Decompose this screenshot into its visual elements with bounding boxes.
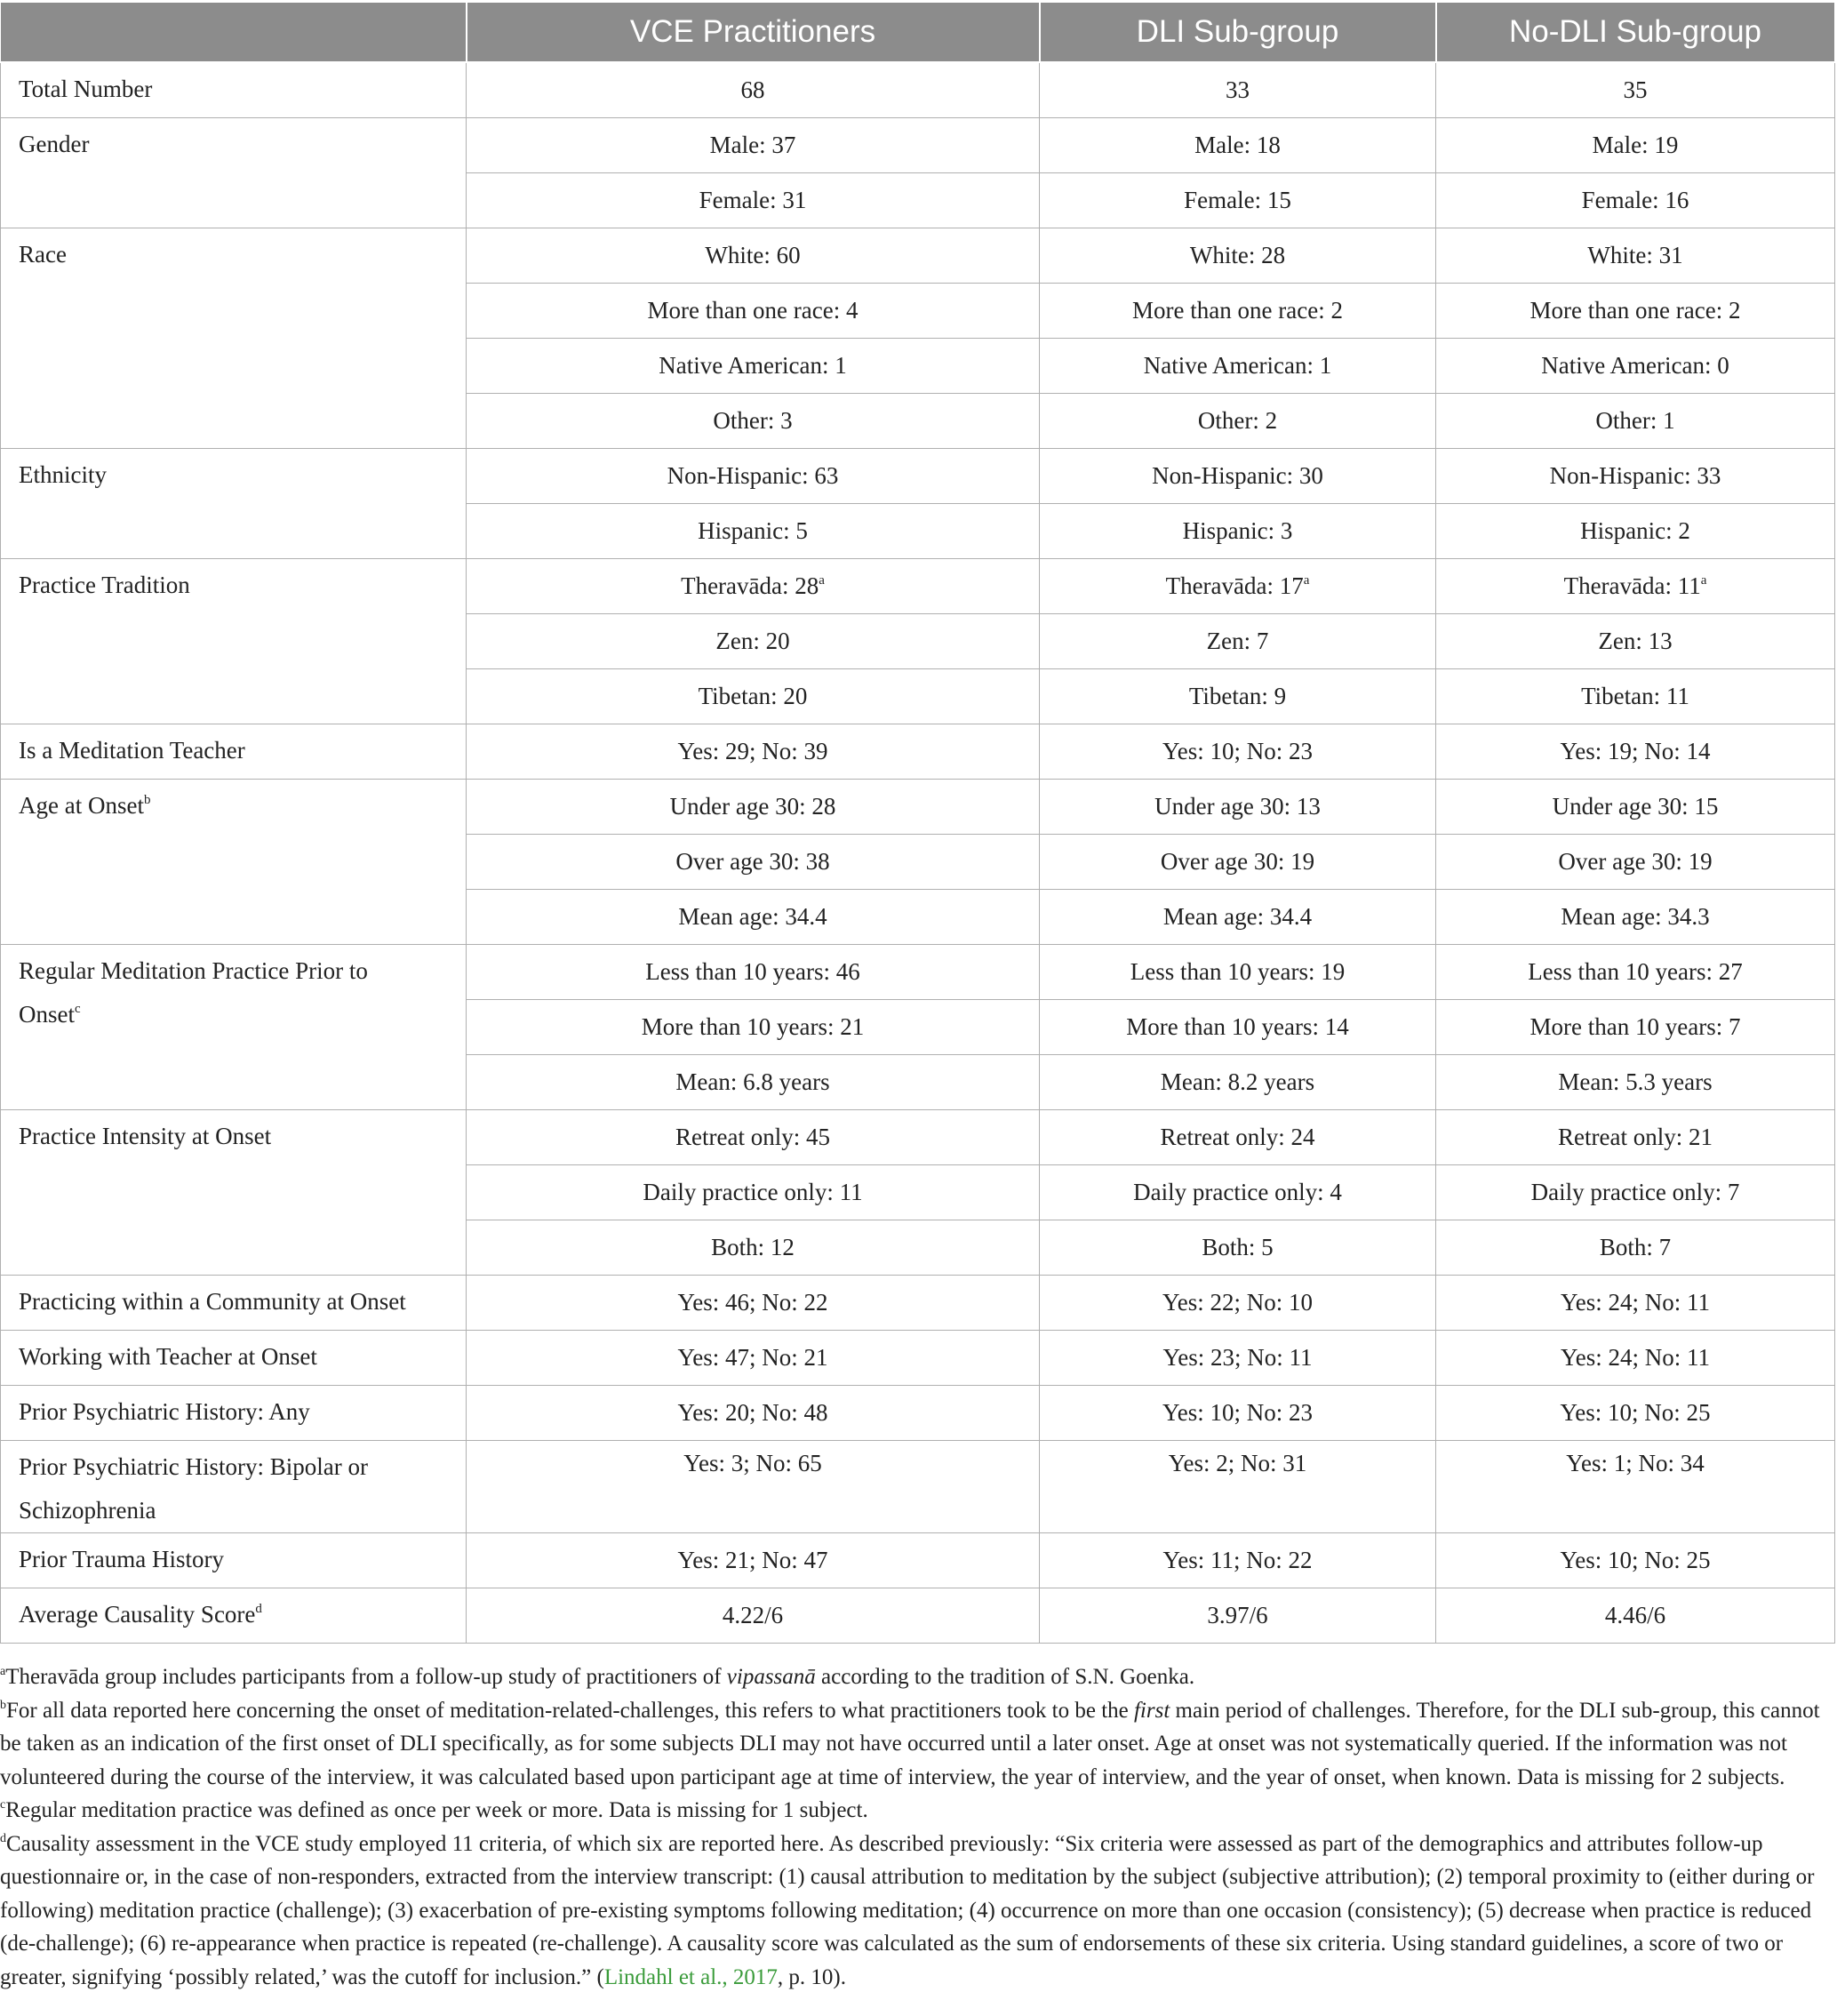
cell: Theravāda: 17$^a$ — [1040, 559, 1436, 614]
cell: Mean: 6.8 years — [467, 1055, 1040, 1110]
footnote-mark: a — [1700, 573, 1707, 588]
header-dli: DLI Sub-group — [1040, 3, 1436, 62]
cell: Both: 7 — [1436, 1220, 1835, 1276]
cell: Both: 12 — [467, 1220, 1040, 1276]
cell: Yes: 47; No: 21 — [467, 1331, 1040, 1386]
table-row — [1, 945, 1835, 1000]
table-row — [1, 1533, 1835, 1588]
cell: 4.22/6 — [467, 1588, 1040, 1644]
cell: White: 60 — [467, 228, 1040, 284]
row-label-tradition: Practice Tradition — [1, 559, 467, 724]
cell: Other: 2 — [1040, 394, 1436, 449]
table-row — [1, 1331, 1835, 1386]
row-label-ethnicity: Ethnicity — [1, 449, 467, 559]
cell: Yes: 46; No: 22 — [467, 1276, 1040, 1331]
cell: Both: 5 — [1040, 1220, 1436, 1276]
cell: Yes: 29; No: 39 — [467, 724, 1040, 780]
row-label-intensity: Practice Intensity at Onset — [1, 1110, 467, 1276]
row-label-working: Working with Teacher at Onset — [1, 1331, 467, 1386]
cell: Mean: 8.2 years — [1040, 1055, 1436, 1110]
table-row — [1, 1588, 1835, 1644]
cell: Yes: 10; No: 25 — [1436, 1533, 1835, 1588]
cell: Under age 30: 13 — [1040, 780, 1436, 835]
cell: Daily practice only: 11 — [467, 1165, 1040, 1220]
cell: Retreat only: 24 — [1040, 1110, 1436, 1165]
footnote-b: $^b$For all data reported here concerning the onset of meditation-related-challenges, this refers to what practitioners took to be the first main period of challenges. Therefore, for the DLI sub-group, this cannot be taken as an indication of the first onset of DLI specifically, as for some subjects DLI may not have occurred until a later onset. Age at onset was not systematically queried. If the information was not volunteered during the course of the interview, it was calculated based upon participant age at time of interview, the year of interview, and the year of onset, when known. Data is missing for 2 subjects. — [0, 1698, 1820, 1789]
cell: White: 28 — [1040, 228, 1436, 284]
cell: Yes: 24; No: 11 — [1436, 1331, 1835, 1386]
cell: Less than 10 years: 27 — [1436, 945, 1835, 1000]
cell: Zen: 13 — [1436, 614, 1835, 669]
row-label-causality: Average Causality Score$^d$ — [1, 1588, 467, 1644]
footnote-mark: c — [75, 1002, 81, 1016]
footnote-mark: d — [255, 1602, 262, 1616]
cell: Yes: 22; No: 10 — [1040, 1276, 1436, 1331]
cell: Other: 1 — [1436, 394, 1835, 449]
cell: Hispanic: 3 — [1040, 504, 1436, 559]
cell: Over age 30: 38 — [467, 835, 1040, 890]
cell: Yes: 19; No: 14 — [1436, 724, 1835, 780]
cell: Native American: 0 — [1436, 339, 1835, 394]
cell: Retreat only: 45 — [467, 1110, 1040, 1165]
cell: Female: 31 — [467, 173, 1040, 228]
citation-link[interactable]: Lindahl et al., 2017 — [603, 1964, 778, 1989]
cell: Non-Hispanic: 30 — [1040, 449, 1436, 504]
cell: Yes: 10; No: 23 — [1040, 724, 1436, 780]
cell: Daily practice only: 4 — [1040, 1165, 1436, 1220]
row-label-psych-any: Prior Psychiatric History: Any — [1, 1386, 467, 1441]
cell: More than 10 years: 21 — [467, 1000, 1040, 1055]
table-footnotes — [0, 1660, 1834, 1994]
cell: Theravāda: 28$^a$ — [467, 559, 1040, 614]
cell: Other: 3 — [467, 394, 1040, 449]
cell: Yes: 21; No: 47 — [467, 1533, 1040, 1588]
cell: Over age 30: 19 — [1040, 835, 1436, 890]
header-nodli: No-DLI Sub-group — [1436, 3, 1835, 62]
cell: Under age 30: 15 — [1436, 780, 1835, 835]
cell: Yes: 20; No: 48 — [467, 1386, 1040, 1441]
cell: Mean: 5.3 years — [1436, 1055, 1835, 1110]
row-label-total: Total Number — [1, 62, 467, 118]
row-label-teacher: Is a Meditation Teacher — [1, 724, 467, 780]
cell: Yes: 23; No: 11 — [1040, 1331, 1436, 1386]
demographics-table — [0, 3, 1836, 1644]
table-row — [1, 559, 1835, 614]
footnote-mark: b — [143, 793, 151, 807]
cell: Over age 30: 19 — [1436, 835, 1835, 890]
cell: More than one race: 4 — [467, 284, 1040, 339]
cell: Male: 18 — [1040, 118, 1436, 173]
table-row — [1, 449, 1835, 504]
row-label-psych-bipolar: Prior Psychiatric History: Bipolar or Schizophrenia — [1, 1441, 467, 1533]
cell: Yes: 3; No: 65 — [467, 1441, 1040, 1533]
footnote-a: $^a$Theravāda group includes participants from a follow-up study of practitioners of vipassanā according to the tradition of S.N. Goenka. — [0, 1665, 1195, 1689]
row-label-race: Race — [1, 228, 467, 449]
cell: Yes: 24; No: 11 — [1436, 1276, 1835, 1331]
cell: Female: 16 — [1436, 173, 1835, 228]
cell: 33 — [1040, 62, 1436, 118]
cell: Mean age: 34.4 — [1040, 890, 1436, 945]
table-row — [1, 1386, 1835, 1441]
table-row — [1, 780, 1835, 835]
table-row — [1, 724, 1835, 780]
cell: Less than 10 years: 46 — [467, 945, 1040, 1000]
table-row — [1, 1276, 1835, 1331]
cell: Yes: 11; No: 22 — [1040, 1533, 1436, 1588]
cell: More than 10 years: 7 — [1436, 1000, 1835, 1055]
table-row — [1, 62, 1835, 118]
cell: Zen: 20 — [467, 614, 1040, 669]
footnote-c: $^c$Regular meditation practice was defined as once per week or more. Data is missing for 1 subject. — [0, 1798, 868, 1822]
cell: Daily practice only: 7 — [1436, 1165, 1835, 1220]
header-row — [1, 3, 1835, 62]
cell: 35 — [1436, 62, 1835, 118]
table-row — [1, 228, 1835, 284]
row-label-regular: Regular Meditation Practice Prior to Onset$^c$ — [1, 945, 467, 1110]
cell: 4.46/6 — [1436, 1588, 1835, 1644]
cell: 3.97/6 — [1040, 1588, 1436, 1644]
table-row — [1, 118, 1835, 173]
cell: Non-Hispanic: 63 — [467, 449, 1040, 504]
cell: Yes: 2; No: 31 — [1040, 1441, 1436, 1533]
cell: White: 31 — [1436, 228, 1835, 284]
cell: Mean age: 34.4 — [467, 890, 1040, 945]
cell: Tibetan: 20 — [467, 669, 1040, 724]
row-label-age: Age at Onset$^b$ — [1, 780, 467, 945]
cell: Retreat only: 21 — [1436, 1110, 1835, 1165]
cell: Yes: 10; No: 23 — [1040, 1386, 1436, 1441]
cell: Theravāda: 11$^a$ — [1436, 559, 1835, 614]
cell: Hispanic: 5 — [467, 504, 1040, 559]
cell: Zen: 7 — [1040, 614, 1436, 669]
cell: Male: 37 — [467, 118, 1040, 173]
cell: Less than 10 years: 19 — [1040, 945, 1436, 1000]
cell: More than one race: 2 — [1436, 284, 1835, 339]
cell: Female: 15 — [1040, 173, 1436, 228]
cell: Native American: 1 — [467, 339, 1040, 394]
cell: 68 — [467, 62, 1040, 118]
cell: Under age 30: 28 — [467, 780, 1040, 835]
cell: Native American: 1 — [1040, 339, 1436, 394]
row-label-gender: Gender — [1, 118, 467, 228]
row-label-trauma: Prior Trauma History — [1, 1533, 467, 1588]
footnote-d: $^d$Causality assessment in the VCE study employed 11 criteria, of which six are reported here. As described previously: “Six criteria were assessed as part of the demographics and attributes follow-up questionnaire or, in the case of non-responders, extracted from the interview transcript: (1) causal attribution to meditation by the subject (subjective attribution); (2) temporal proximity to (either during or following) meditation practice (challenge); (3) exacerbation of pre-existing symptoms following meditation; (4) occurrence on more than one occasion (consistency); (5) decrease when practice is reduced (de-challenge); (6) re-appearance when practice is repeated (re-challenge). A causality score was calculated as the sum of endorsements of these six criteria. Using standard guidelines, a score of two or greater, signifying ‘possibly related,’ was the cutoff for inclusion.” (Lindahl et al., 2017, p. 10). — [0, 1831, 1815, 1989]
footnote-mark: a — [819, 573, 825, 588]
cell: More than 10 years: 14 — [1040, 1000, 1436, 1055]
cell: Male: 19 — [1436, 118, 1835, 173]
cell: Non-Hispanic: 33 — [1436, 449, 1835, 504]
cell: Hispanic: 2 — [1436, 504, 1835, 559]
row-label-community: Practicing within a Community at Onset — [1, 1276, 467, 1331]
cell: Yes: 10; No: 25 — [1436, 1386, 1835, 1441]
table-row — [1, 1441, 1835, 1533]
footnote-mark: a — [1303, 573, 1310, 588]
cell: More than one race: 2 — [1040, 284, 1436, 339]
cell: Tibetan: 11 — [1436, 669, 1835, 724]
cell: Yes: 1; No: 34 — [1436, 1441, 1835, 1533]
header-vce: VCE Practitioners — [467, 3, 1040, 62]
table-row — [1, 1110, 1835, 1165]
cell: Tibetan: 9 — [1040, 669, 1436, 724]
cell: Mean age: 34.3 — [1436, 890, 1835, 945]
header-blank — [1, 3, 467, 62]
